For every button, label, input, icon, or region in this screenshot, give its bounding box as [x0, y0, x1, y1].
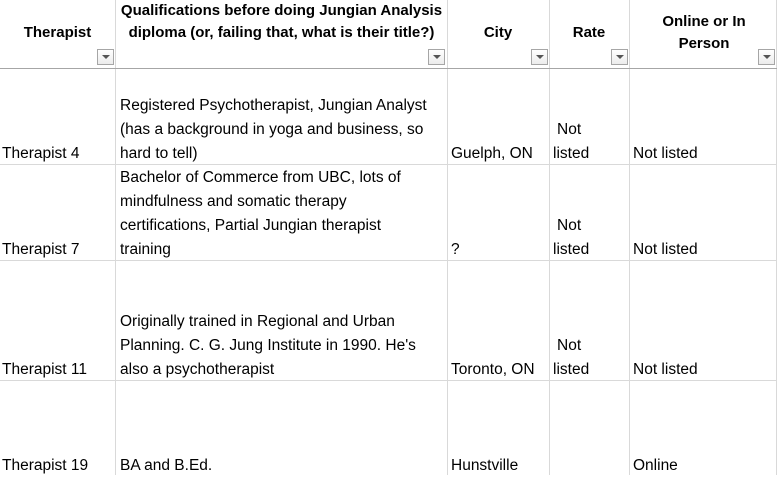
filter-dropdown-city[interactable] [531, 49, 548, 65]
cell-qualifications-line[interactable]: Registered Psychotherapist, Jungian Analyst [120, 97, 427, 114]
chevron-down-icon [536, 55, 544, 59]
filter-dropdown-therapist[interactable] [97, 49, 114, 65]
cell-mode[interactable]: Online [633, 457, 678, 474]
chevron-down-icon [102, 55, 110, 59]
cell-city[interactable]: ? [451, 241, 460, 258]
cell-therapist[interactable]: Therapist 19 [2, 457, 89, 474]
header-divider [0, 68, 777, 69]
chevron-down-icon [433, 55, 441, 59]
cell-rate-line[interactable]: listed [553, 145, 590, 162]
header-qualifications: Qualifications before doing Jungian Analysis diploma (or, failing that, what is their title?) [120, 2, 443, 41]
cell-city[interactable]: Toronto, ON [451, 361, 535, 378]
cell-qualifications-line[interactable]: training [120, 241, 171, 258]
cell-therapist[interactable]: Therapist 11 [2, 361, 88, 378]
cell-qualifications-line[interactable]: certifications, Partial Jungian therapist [120, 217, 382, 234]
column-divider [549, 0, 550, 475]
cell-mode[interactable]: Not listed [633, 241, 698, 258]
cell-rate-line[interactable]: listed [553, 241, 590, 258]
cell-qualifications-line[interactable]: BA and B.Ed. [120, 457, 213, 474]
column-divider [629, 0, 630, 475]
cell-rate-line[interactable]: listed [553, 361, 590, 378]
filter-dropdown-mode[interactable] [758, 49, 775, 65]
column-divider [447, 0, 448, 475]
cell-rate-line[interactable]: Not [557, 337, 582, 354]
cell-rate-line[interactable]: Not [557, 121, 582, 138]
filter-dropdown-qualifications[interactable] [428, 49, 445, 65]
cell-qualifications-line[interactable]: (has a background in yoga and business, so [120, 121, 424, 138]
cell-qualifications-line[interactable]: Originally trained in Regional and Urban [120, 313, 395, 330]
cell-qualifications-line[interactable]: also a psychotherapist [120, 361, 275, 378]
cell-city[interactable]: Guelph, ON [451, 145, 533, 162]
cell-mode[interactable]: Not listed [633, 145, 698, 162]
cell-mode[interactable]: Not listed [633, 361, 698, 378]
cell-qualifications-line[interactable]: mindfulness and somatic therapy [120, 193, 347, 210]
column-divider [115, 0, 116, 475]
header-rate: Rate [572, 24, 606, 41]
header-mode: Online or In Person [662, 13, 746, 52]
chevron-down-icon [763, 55, 771, 59]
cell-qualifications-line[interactable]: Planning. C. G. Jung Institute in 1990. He's [120, 337, 416, 354]
cell-therapist[interactable]: Therapist 7 [2, 241, 80, 258]
filter-dropdown-rate[interactable] [611, 49, 628, 65]
chevron-down-icon [616, 55, 624, 59]
cell-qualifications-line[interactable]: Bachelor of Commerce from UBC, lots of [120, 169, 401, 186]
header-city: City [483, 24, 513, 41]
cell-therapist[interactable]: Therapist 4 [2, 145, 80, 162]
cell-rate-line[interactable]: Not [557, 217, 582, 234]
cell-city[interactable]: Hunstville [451, 457, 519, 474]
header-therapist: Therapist [23, 24, 92, 41]
cell-qualifications-line[interactable]: hard to tell) [120, 145, 198, 162]
